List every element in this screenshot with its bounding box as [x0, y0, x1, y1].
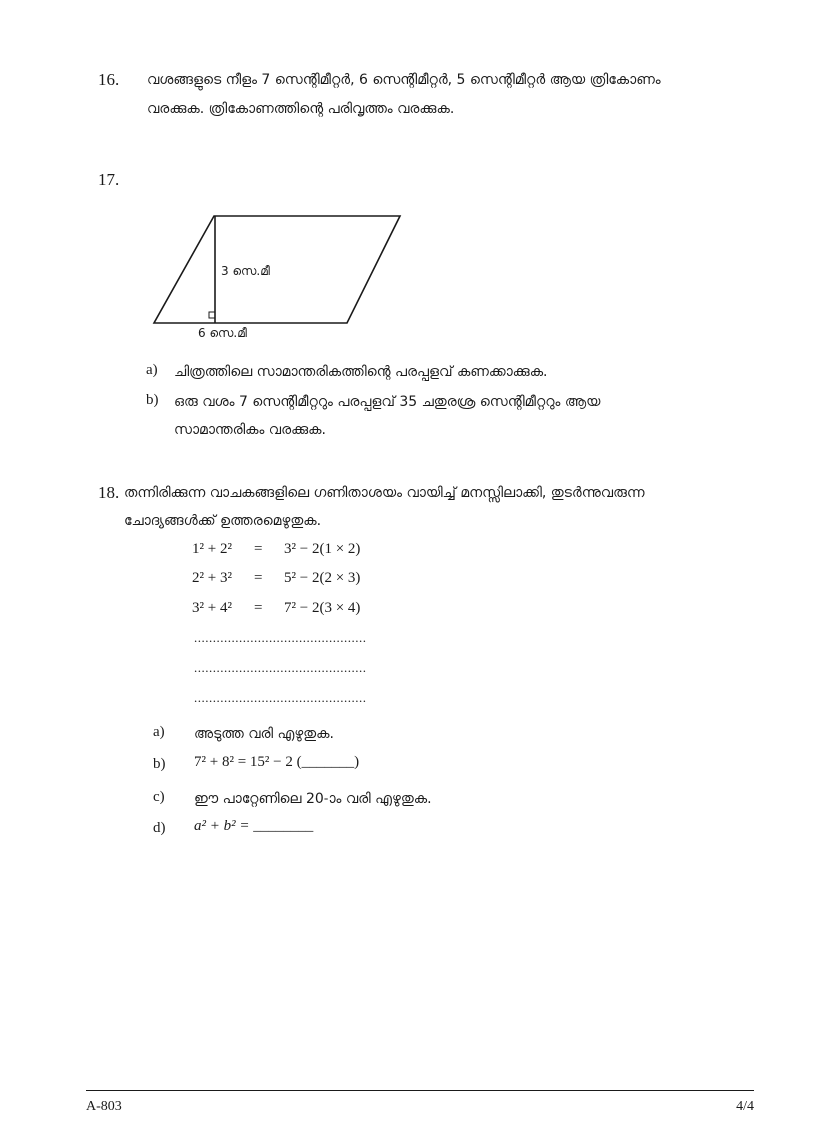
q18-text-line1: തന്നിരിക്കുന്ന വാചകങ്ങളിലെ ഗണിതാശയം വായിച്ച് മനസ്സിലാക്കി, തുടർന്നുവരുന്ന — [124, 485, 645, 501]
q18-text-line2: ചോദ്യങ്ങൾക്ക് ഉത്തരമെഴുതുക. — [124, 513, 322, 529]
equation-lhs: 3² + 4² — [192, 600, 232, 616]
blank-line: .............................................. — [194, 630, 367, 645]
equation-sign: = — [254, 541, 263, 557]
page-number: 4/4 — [736, 1099, 754, 1114]
q18-b-label: b) — [153, 756, 166, 772]
q18-a-text: അടുത്ത വരി എഴുതുക. — [194, 726, 334, 742]
equation-rhs: 3² − 2(1 × 2) — [284, 541, 361, 557]
equation-sign: = — [254, 600, 263, 616]
height-label: 3 സെ.മീ — [221, 264, 270, 278]
right-angle-marker — [209, 312, 215, 318]
equation-sign: = — [254, 570, 263, 586]
equation-lhs: 2² + 3² — [192, 570, 232, 586]
paper-code: A-803 — [86, 1099, 122, 1114]
base-label: 6 സെ.മീ — [198, 326, 247, 340]
q18-c-label: c) — [153, 789, 165, 805]
q18-b-text: 7² + 8² = 15² − 2 (_______) — [194, 754, 360, 770]
q17-a-label: a) — [146, 362, 158, 378]
blank-line: .............................................. — [194, 660, 367, 675]
q17-b-text-line2: സാമാന്തരികം വരക്കുക. — [174, 422, 326, 438]
q16-number: 16. — [98, 70, 120, 89]
q16-text-line1: വശങ്ങളുടെ നീളം 7 സെന്റിമീറ്റർ, 6 സെന്റിമീറ്റർ, 5 സെന്റിമീറ്റർ ആയ ത്രികോണം — [147, 72, 661, 88]
equation-rhs: 7² − 2(3 × 4) — [284, 600, 361, 616]
q18-d-label: d) — [153, 820, 166, 836]
q18-a-label: a) — [153, 724, 165, 740]
q17-b-label: b) — [146, 392, 159, 408]
q18-d-text: a² + b² = ________ — [194, 818, 314, 834]
q18-c-text: ഈ പാറ്റേണിലെ 20-ാം വരി എഴുതുക. — [194, 791, 432, 807]
equation-rhs: 5² − 2(2 × 3) — [284, 570, 361, 586]
equation-row — [192, 570, 422, 592]
parallelogram-figure — [150, 205, 410, 345]
blank-line: .............................................. — [194, 690, 367, 705]
q16-text-line2: വരക്കുക. ത്രികോണത്തിന്റെ പരിവൃത്തം വരക്കുക. — [147, 101, 455, 117]
parallelogram-shape — [154, 216, 400, 323]
footer-rule — [86, 1090, 754, 1091]
q17-number: 17. — [98, 170, 120, 189]
equation-lhs: 1² + 2² — [192, 541, 232, 557]
q18-number: 18. — [98, 483, 120, 502]
equation-row — [192, 541, 422, 563]
q17-b-text-line1: ഒരു വശം 7 സെന്റിമീറ്ററും പരപ്പളവ് 35 ചതുരശ്ര സെന്റിമീറ്ററും ആയ — [174, 394, 601, 410]
equation-row — [192, 600, 422, 622]
q17-a-text: ചിത്രത്തിലെ സാമാന്തരികത്തിന്റെ പരപ്പളവ് കണക്കാക്കുക. — [174, 364, 548, 380]
